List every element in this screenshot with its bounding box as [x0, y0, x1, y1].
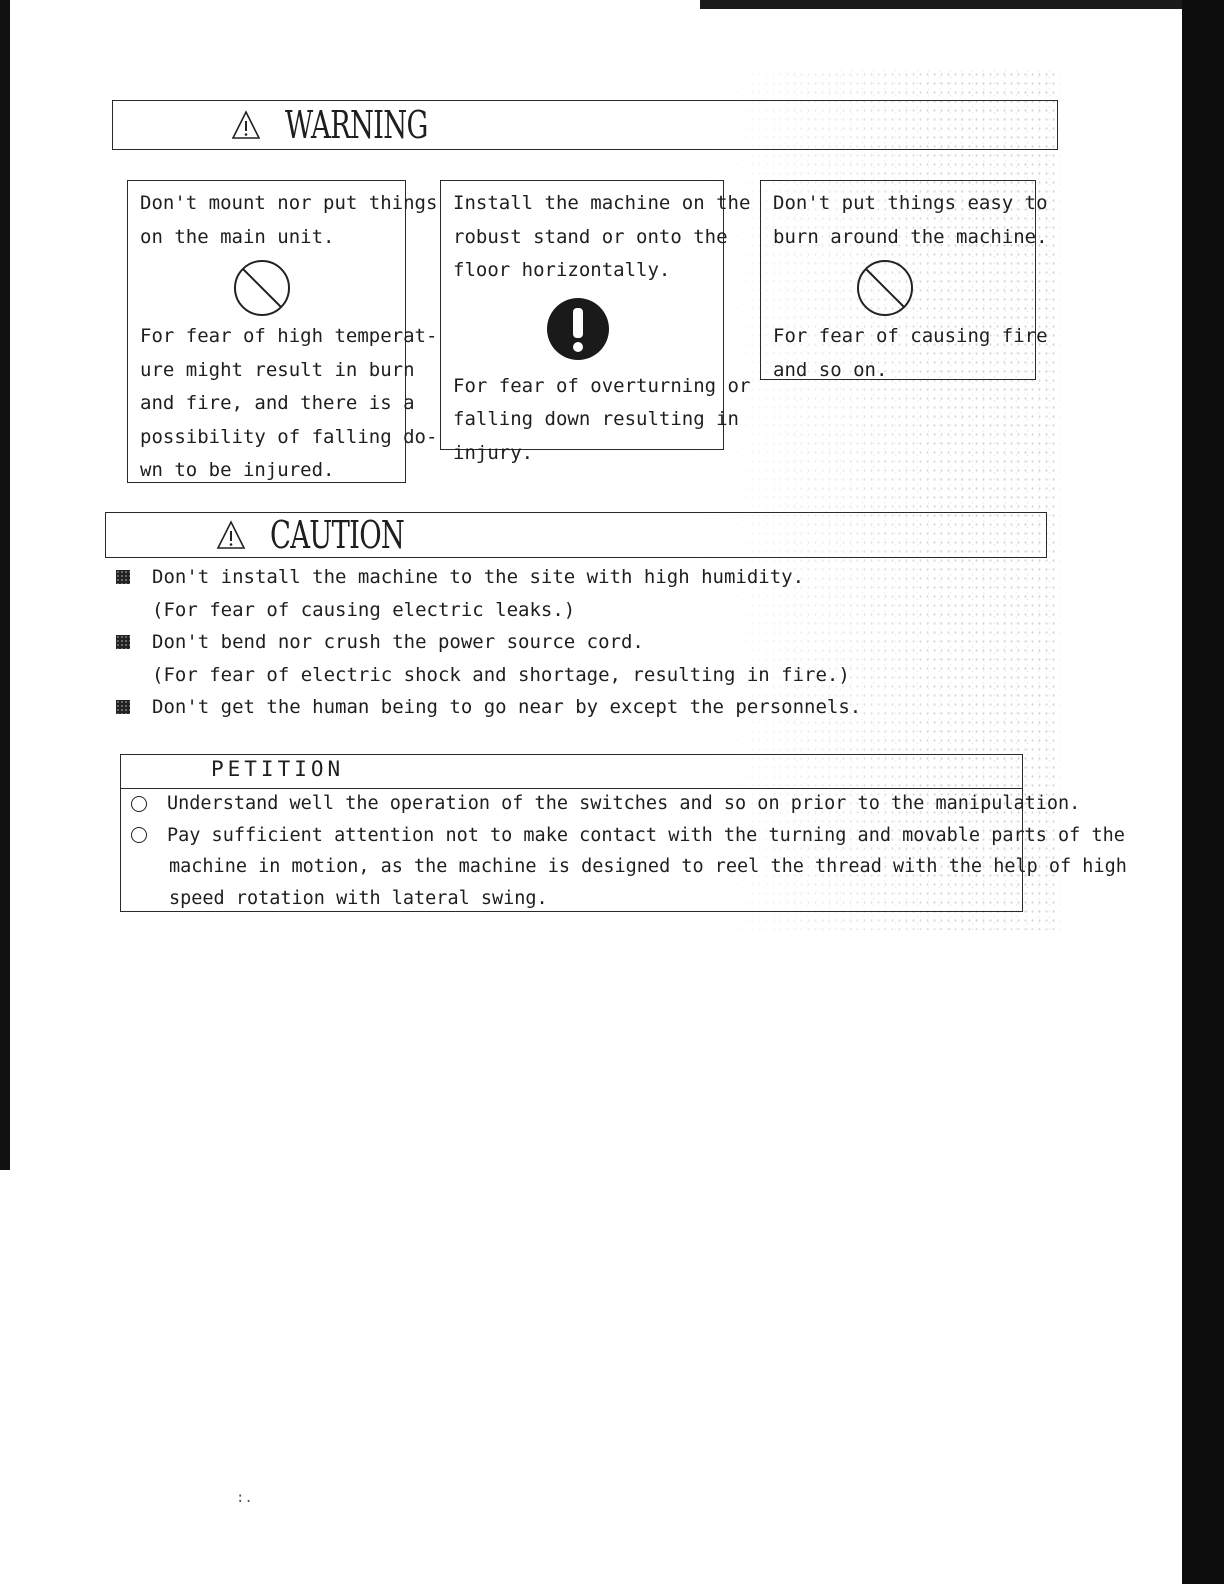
warning-card-main-unit: [127, 180, 438, 483]
page-mark: :.: [236, 1490, 253, 1506]
warning-triangle-icon: [216, 520, 246, 550]
card-text: robust stand or onto the: [453, 225, 728, 248]
prohibition-icon: [232, 258, 292, 318]
warning-header: [112, 100, 1058, 150]
card-text: Install the machine on the: [453, 192, 751, 214]
card-text: wn to be injured.: [140, 459, 335, 481]
card-text: on the main unit.: [140, 225, 335, 248]
petition-list: [131, 788, 1127, 914]
card-text: burn around the machine.: [773, 225, 1048, 248]
list-item: [116, 626, 861, 659]
list-item: [131, 788, 1127, 820]
petition-text: speed rotation with lateral swing.: [169, 887, 548, 909]
caution-text: Don't bend nor crush the power source cord.: [152, 631, 644, 653]
prohibition-icon: [855, 258, 915, 318]
square-bullet-icon: [116, 700, 130, 714]
exclamation-icon: [545, 296, 611, 362]
circle-bullet-icon: [131, 827, 147, 843]
warning-triangle-icon: [231, 110, 261, 140]
circle-bullet-icon: [131, 796, 147, 812]
square-bullet-icon: [116, 570, 130, 584]
card-text: Don't put things easy to: [773, 192, 1048, 214]
card-text: For fear of causing fire: [773, 325, 1048, 347]
caution-header: [105, 512, 1047, 558]
card-text: Don't mount nor put things: [140, 192, 438, 214]
card-text: falling down resulting in: [453, 408, 739, 430]
caution-text: Don't install the machine to the site with high humidity.: [152, 566, 805, 588]
caution-title: CAUTION: [270, 513, 405, 557]
caution-text: Don't get the human being to go near by except the personnels.: [152, 696, 862, 718]
petition-title: PETITION: [211, 757, 345, 781]
caution-list: [116, 561, 861, 724]
petition-text: Understand well the operation of the switches and so on prior to the manipulation.: [167, 793, 1081, 814]
warning-card-fire: [760, 180, 1048, 381]
caution-note: (For fear of causing electric leaks.): [152, 598, 576, 621]
scan-edge-top: [700, 0, 1200, 9]
petition-text: Pay sufficient attention not to make contact with the turning and movable parts of the: [167, 824, 1125, 846]
card-text: and so on.: [773, 358, 888, 381]
card-text: For fear of high temperat-: [140, 325, 438, 347]
square-bullet-icon: [116, 635, 130, 649]
caution-note: (For fear of electric shock and shortage, resulting in fire.): [152, 663, 850, 686]
petition-text: machine in motion, as the machine is designed to reel the thread with the help of high: [169, 856, 1127, 877]
card-text: floor horizontally.: [453, 259, 671, 281]
warning-card-install: [440, 180, 751, 464]
card-text: possibility of falling do-: [140, 425, 438, 448]
scan-edge-left: [0, 0, 10, 1170]
scan-edge-right: [1182, 0, 1224, 1584]
card-text: and fire, and there is a: [140, 392, 415, 414]
warning-title: WARNING: [285, 103, 428, 147]
card-text: injury.: [453, 441, 534, 464]
list-item: [116, 691, 861, 724]
list-item: [131, 820, 1127, 852]
card-text: For fear of overturning or: [453, 374, 751, 397]
card-text: ure might result in burn: [140, 358, 415, 381]
petition-box: [120, 754, 1127, 912]
list-item: [116, 561, 861, 594]
